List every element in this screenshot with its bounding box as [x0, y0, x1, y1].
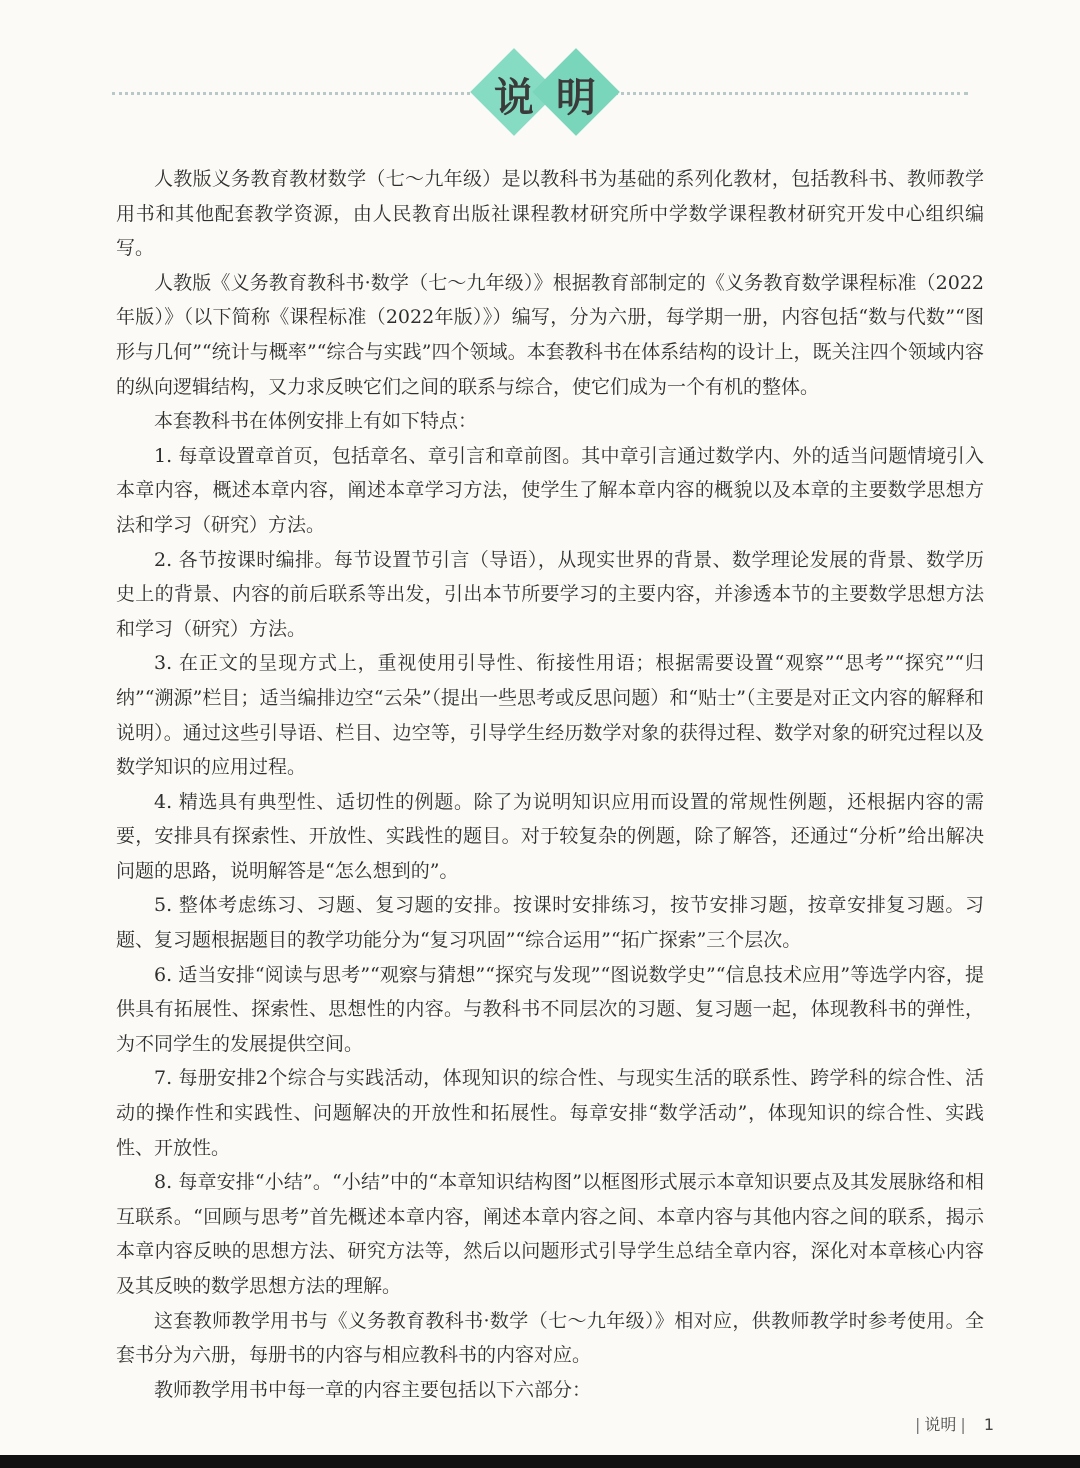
title-dotted-rule-right: [608, 92, 968, 95]
page-footer: [911, 1412, 994, 1435]
paragraph-teacher-book: 这套教师教学用书与《义务教育教科书·数学（七～九年级）》相对应，供教师教学时参考使用。全套书分为六册，每册书的内容与相应教科书的内容对应。: [116, 1309, 984, 1367]
footer-separator-left: |: [915, 1415, 921, 1434]
paragraph-features-intro: 本套教科书在体例安排上有如下特点：: [154, 410, 478, 433]
paragraph-feature-1: 1. 每章设置章首页，包括章名、章引言和章前图。其中章引言通过数学内、外的适当问题情境引入本章内容，概述本章内容，阐述本章学习方法，使学生了解本章内容的概貌以及本章的主要数学思想方法和学习（研究）方法。: [116, 444, 984, 536]
paragraph-feature-4: 4. 精选具有典型性、适切性的例题。除了为说明知识应用而设置的常规性例题，还根据内容的需要，安排具有探索性、开放性、实践性的题目。对于较复杂的例题，除了解答，还通过“分析”给出解决问题的思路，说明解答是“怎么想到的”。: [116, 790, 984, 882]
bottom-edge-bar: [0, 1455, 1080, 1468]
title-dotted-rule-left: [112, 92, 482, 95]
paragraph-feature-3: 3. 在正文的呈现方式上，重视使用引导性、衔接性用语；根据需要设置“观察”“思考”“探究”“归纳”“溯源”栏目；适当编排边空“云朵”（提出一些思考或反思问题）和“贴士”（主要是对正文内容的解释和说明）。通过这些引导语、栏目、边空等，引导学生经历数学对象的获得过程、数学对象的研究过程以及数学知识的应用过程。: [116, 652, 984, 779]
footer-separator-right: |: [960, 1415, 966, 1434]
page-number: 1: [983, 1415, 994, 1434]
body-text: [116, 162, 984, 1407]
paragraph-feature-2: 2. 各节按课时编排。每节设置节引言（导语），从现实世界的背景、数学理论发展的背景、数学历史上的背景、内容的前后联系等出发，引出本节所要学习的主要内容，并渗透本节的主要数学思想方法和学习（研究）方法。: [116, 548, 984, 640]
paragraph-intro: 人教版义务教育教材数学（七～九年级）是以教科书为基础的系列化教材，包括教科书、教师教学用书和其他配套教学资源，由人民教育出版社课程教材研究所中学数学课程教材研究开发中心组织编写。: [116, 168, 984, 260]
footer-label: 说明: [924, 1415, 957, 1434]
paragraph-feature-8: 8. 每章安排“小结”。“小结”中的“本章知识结构图”以框图形式展示本章知识要点及其发展脉络和相互联系。“回顾与思考”首先概述本章内容，阐述本章内容之间、本章内容与其他内容之间的联系，揭示本章内容反映的思想方法、研究方法等，然后以问题形式引导学生总结全章内容，深化对本章核心内容及其反映的数学思想方法的理解。: [116, 1171, 984, 1297]
page-title-char-1: 说: [494, 75, 534, 121]
paragraph-chapter-parts: 教师教学用书中每一章的内容主要包括以下六部分：: [154, 1378, 592, 1401]
paragraph-feature-5: 5. 整体考虑练习、习题、复习题的安排。按课时安排练习，按节安排习题，按章安排复习题。习题、复习题根据题目的教学功能分为“复习巩固”“综合运用”“拓广探索”三个层次。: [116, 894, 984, 952]
paragraph-feature-7: 7. 每册安排2个综合与实践活动，体现知识的综合性、与现实生活的联系性、跨学科的综合性、活动的操作性和实践性、问题解决的开放性和拓展性。每章安排“数学活动”，体现知识的综合性、实践性、开放性。: [116, 1067, 984, 1159]
paragraph-textbook: 人教版《义务教育教科书·数学（七～九年级）》根据教育部制定的《义务教育数学课程标准（2022年版）》（以下简称《课程标准（2022年版）》）编写，分为六册，每学期一册，内容包括“数与代数”“图形与几何”“统计与概率”“综合与实践”四个领域。本套教科书在体系结构的设计上，既关注四个领域内容的纵向逻辑结构，又力求反映它们之间的联系与综合，使它们成为一个有机的整体。: [116, 271, 984, 398]
paragraph-feature-6: 6. 适当安排“阅读与思考”“观察与猜想”“探究与发现”“图说数学史”“信息技术应用”等选学内容，提供具有拓展性、探索性、思想性的内容。与教科书不同层次的习题、复习题一起，体现教科书的弹性，为不同学生的发展提供空间。: [116, 963, 984, 1055]
page-title-char-2: 明: [556, 75, 596, 121]
